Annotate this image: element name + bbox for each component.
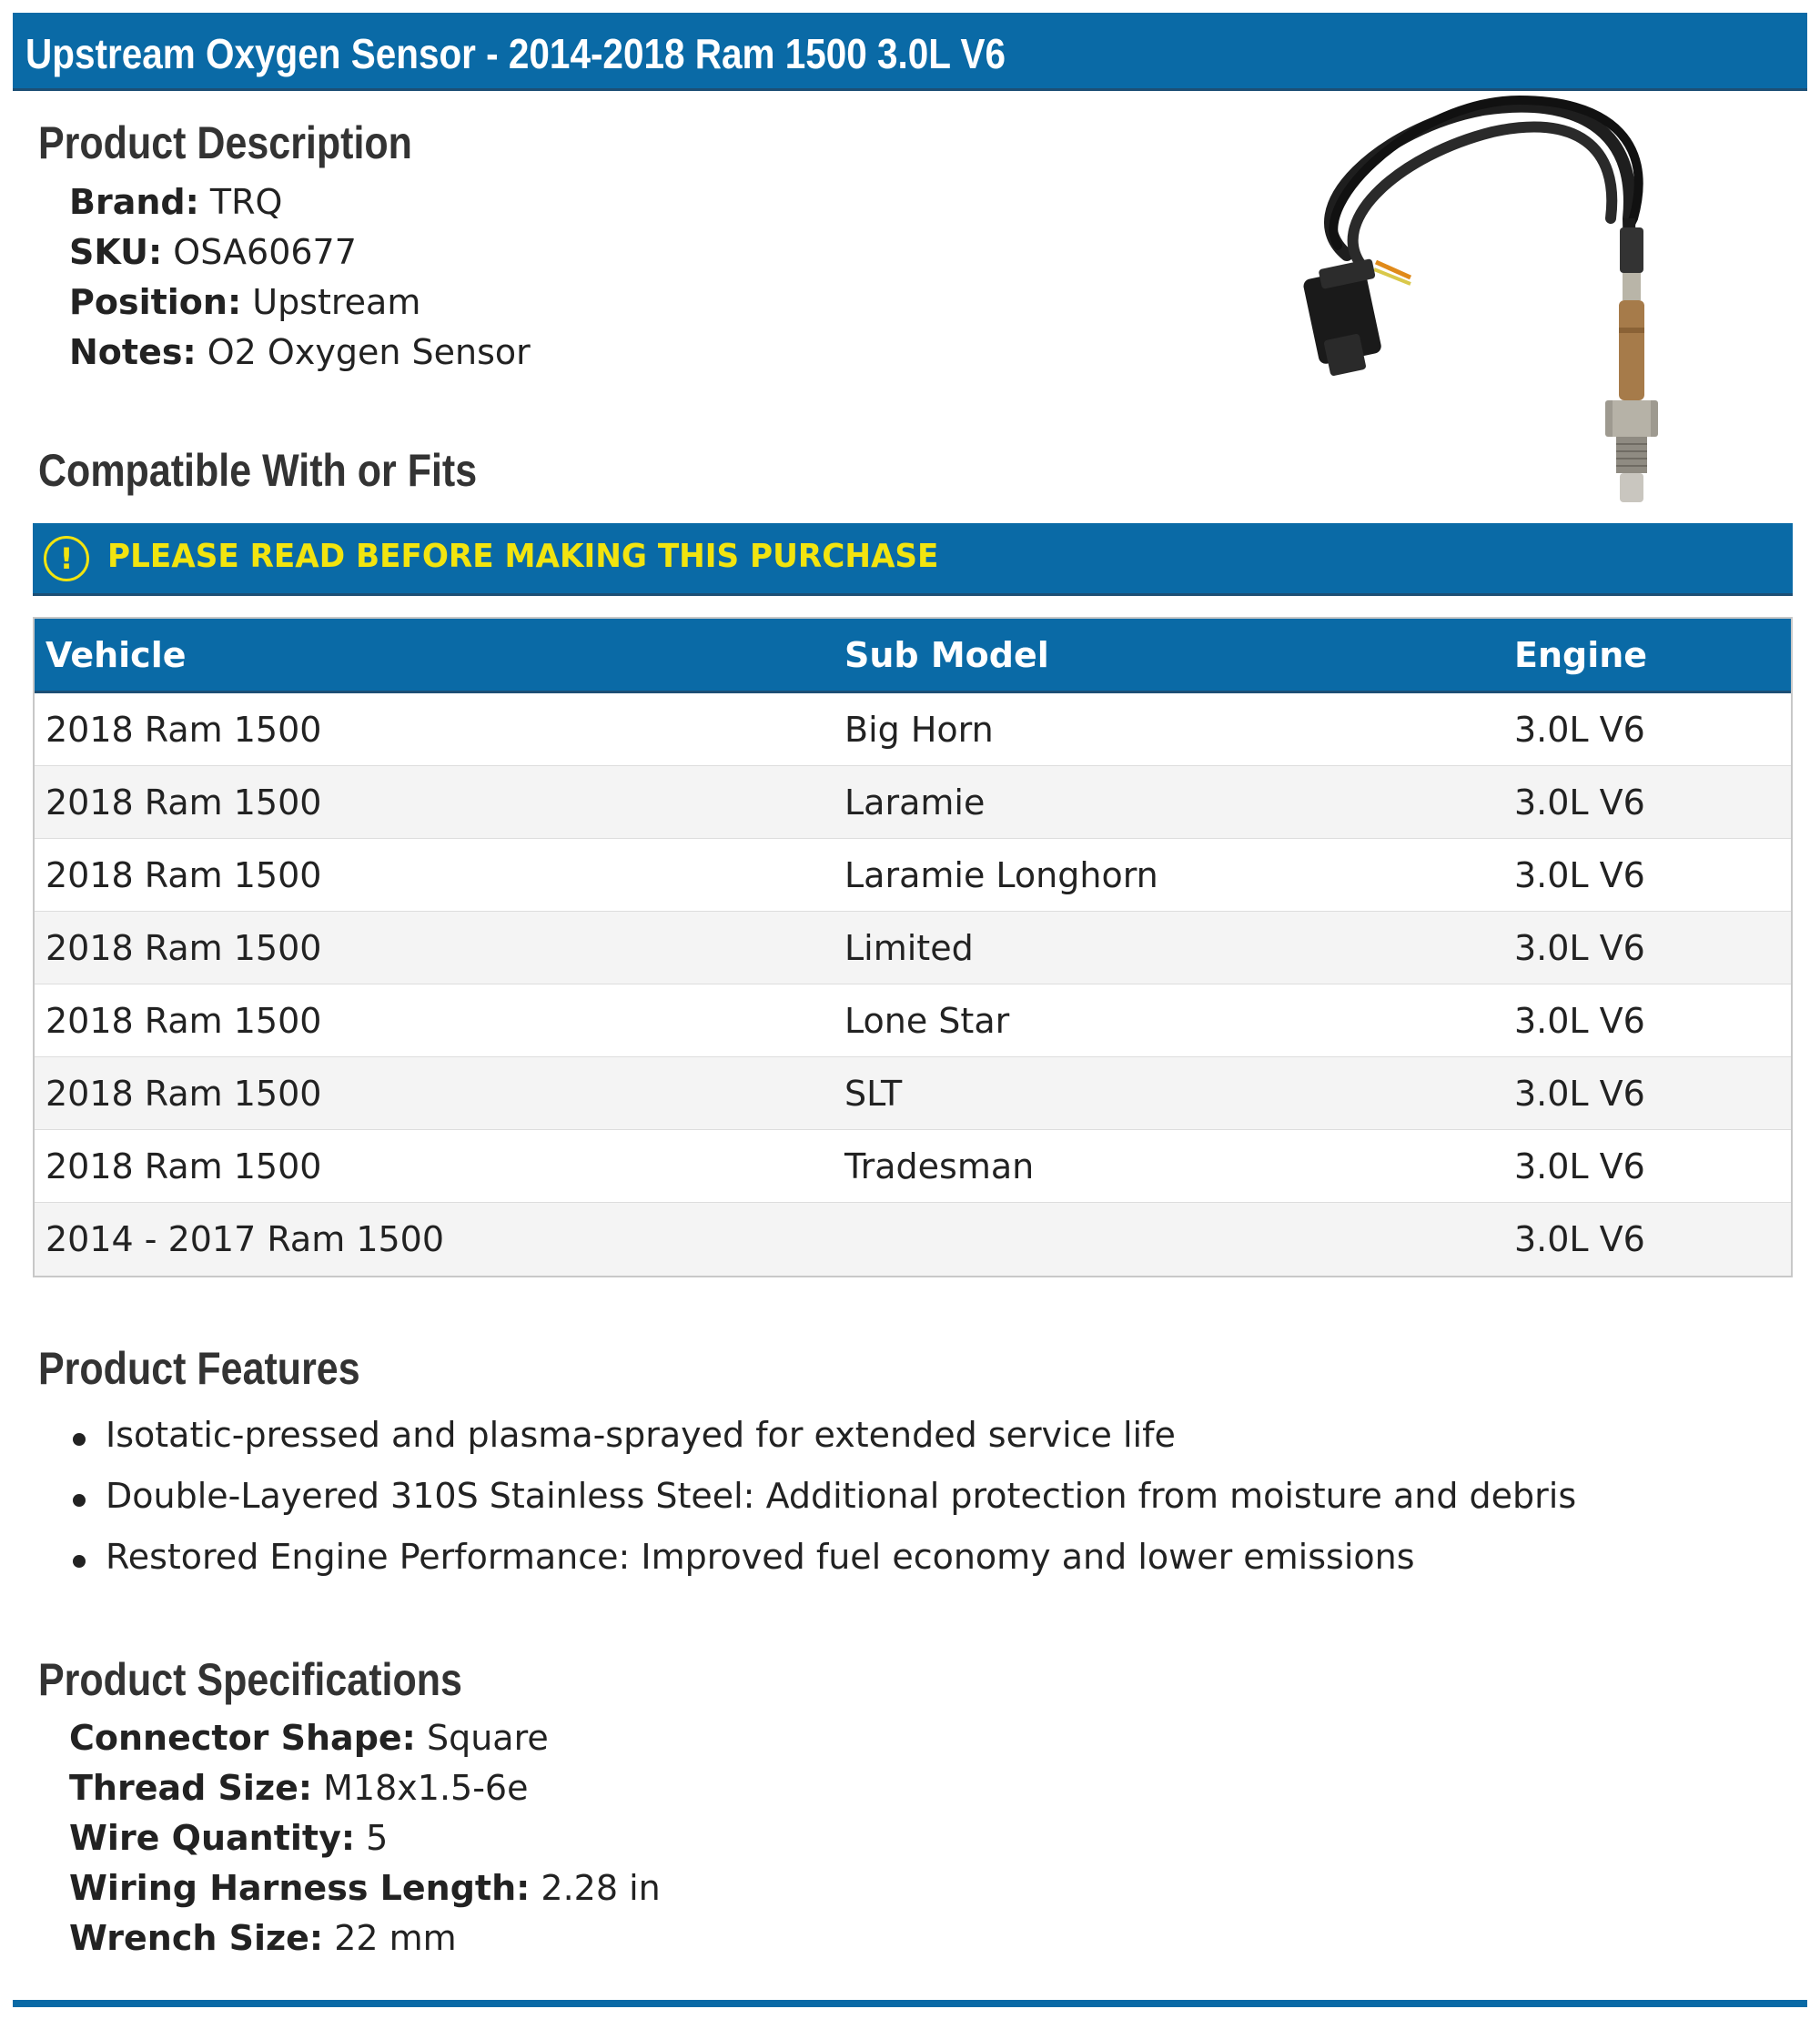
vehicle-cell: 2014 - 2017 Ram 1500 bbox=[46, 1219, 445, 1259]
table-row bbox=[35, 693, 1791, 766]
spec-value: 22 mm bbox=[334, 1918, 457, 1958]
spec-label: Wrench Size: bbox=[69, 1918, 324, 1958]
compat-heading: Compatible With or Fits bbox=[38, 445, 478, 496]
position-row bbox=[69, 282, 420, 322]
table-row bbox=[35, 839, 1791, 912]
engine-cell: 3.0L V6 bbox=[1514, 1001, 1645, 1041]
spec-row bbox=[69, 1768, 528, 1808]
table-row bbox=[35, 1130, 1791, 1203]
footer-divider bbox=[13, 2000, 1807, 2007]
title-bar bbox=[13, 13, 1807, 91]
sku-row bbox=[69, 232, 357, 272]
warning-text: PLEASE READ BEFORE MAKING THIS PURCHASE bbox=[107, 538, 939, 575]
features-list bbox=[69, 1415, 1576, 1598]
spec-row bbox=[69, 1718, 549, 1758]
list-item bbox=[69, 1537, 1576, 1598]
brand-value: TRQ bbox=[209, 182, 283, 222]
vehicle-cell: 2018 Ram 1500 bbox=[46, 782, 322, 823]
engine-cell: 3.0L V6 bbox=[1514, 855, 1645, 895]
table-row bbox=[35, 984, 1791, 1057]
spec-label: Connector Shape: bbox=[69, 1718, 416, 1758]
vehicle-cell: 2018 Ram 1500 bbox=[46, 1001, 322, 1041]
oxygen-sensor-icon bbox=[1274, 91, 1711, 510]
notes-value: O2 Oxygen Sensor bbox=[207, 332, 531, 372]
feature-text: Restored Engine Performance: Improved fuel economy and lower emissions bbox=[106, 1537, 1415, 1577]
spec-row bbox=[69, 1818, 388, 1858]
brand-label: Brand: bbox=[69, 182, 199, 222]
spec-row bbox=[69, 1918, 457, 1958]
engine-cell: 3.0L V6 bbox=[1514, 928, 1645, 968]
spec-value: M18x1.5-6e bbox=[323, 1768, 529, 1808]
engine-cell: 3.0L V6 bbox=[1514, 1219, 1645, 1259]
spec-label: Thread Size: bbox=[69, 1768, 313, 1808]
spec-value: 5 bbox=[366, 1818, 389, 1858]
sub-model-cell: Lone Star bbox=[844, 1001, 1010, 1041]
notes-row bbox=[69, 332, 531, 372]
spec-row bbox=[69, 1868, 661, 1908]
vehicle-cell: 2018 Ram 1500 bbox=[46, 1074, 322, 1114]
spec-label: Wire Quantity: bbox=[69, 1818, 356, 1858]
column-header-engine: Engine bbox=[1514, 635, 1648, 675]
warning-banner bbox=[33, 523, 1793, 596]
sub-model-cell: Big Horn bbox=[844, 710, 994, 750]
bullet-icon bbox=[73, 1555, 86, 1568]
bullet-icon bbox=[73, 1433, 86, 1446]
sub-model-cell: SLT bbox=[844, 1074, 903, 1114]
engine-cell: 3.0L V6 bbox=[1514, 782, 1645, 823]
feature-text: Double-Layered 310S Stainless Steel: Additional protection from moisture and debris bbox=[106, 1476, 1577, 1516]
product-image bbox=[1274, 91, 1711, 510]
list-item bbox=[69, 1415, 1576, 1476]
sku-label: SKU: bbox=[69, 232, 163, 272]
column-header-sub-model: Sub Model bbox=[844, 635, 1049, 675]
spec-value: 2.28 in bbox=[541, 1868, 661, 1908]
column-header-vehicle: Vehicle bbox=[46, 635, 187, 675]
sku-value: OSA60677 bbox=[173, 232, 357, 272]
vehicle-cell: 2018 Ram 1500 bbox=[46, 928, 322, 968]
engine-cell: 3.0L V6 bbox=[1514, 1074, 1645, 1114]
sub-model-cell: Tradesman bbox=[844, 1146, 1035, 1186]
exclamation-icon: ! bbox=[44, 536, 89, 581]
fitment-table bbox=[33, 617, 1793, 1277]
description-heading: Product Description bbox=[38, 117, 412, 168]
page-title: Upstream Oxygen Sensor - 2014-2018 Ram 1500 3.0L V6 bbox=[25, 30, 1006, 77]
sub-model-cell: Laramie bbox=[844, 782, 986, 823]
engine-cell: 3.0L V6 bbox=[1514, 1146, 1645, 1186]
vehicle-cell: 2018 Ram 1500 bbox=[46, 1146, 322, 1186]
sub-model-cell: Laramie Longhorn bbox=[844, 855, 1158, 895]
engine-cell: 3.0L V6 bbox=[1514, 710, 1645, 750]
table-header bbox=[35, 619, 1791, 693]
feature-text: Isotatic-pressed and plasma-sprayed for extended service life bbox=[106, 1415, 1176, 1455]
vehicle-cell: 2018 Ram 1500 bbox=[46, 855, 322, 895]
table-row bbox=[35, 1057, 1791, 1130]
bullet-icon bbox=[73, 1494, 86, 1507]
features-heading: Product Features bbox=[38, 1343, 360, 1394]
table-row bbox=[35, 766, 1791, 839]
vehicle-cell: 2018 Ram 1500 bbox=[46, 710, 322, 750]
position-value: Upstream bbox=[252, 282, 421, 322]
spec-value: Square bbox=[426, 1718, 549, 1758]
list-item bbox=[69, 1476, 1576, 1537]
spec-label: Wiring Harness Length: bbox=[69, 1868, 531, 1908]
table-row bbox=[35, 1203, 1791, 1276]
notes-label: Notes: bbox=[69, 332, 197, 372]
sub-model-cell: Limited bbox=[844, 928, 974, 968]
brand-row bbox=[69, 182, 282, 222]
table-row bbox=[35, 912, 1791, 984]
specs-heading: Product Specifications bbox=[38, 1654, 462, 1705]
position-label: Position: bbox=[69, 282, 242, 322]
